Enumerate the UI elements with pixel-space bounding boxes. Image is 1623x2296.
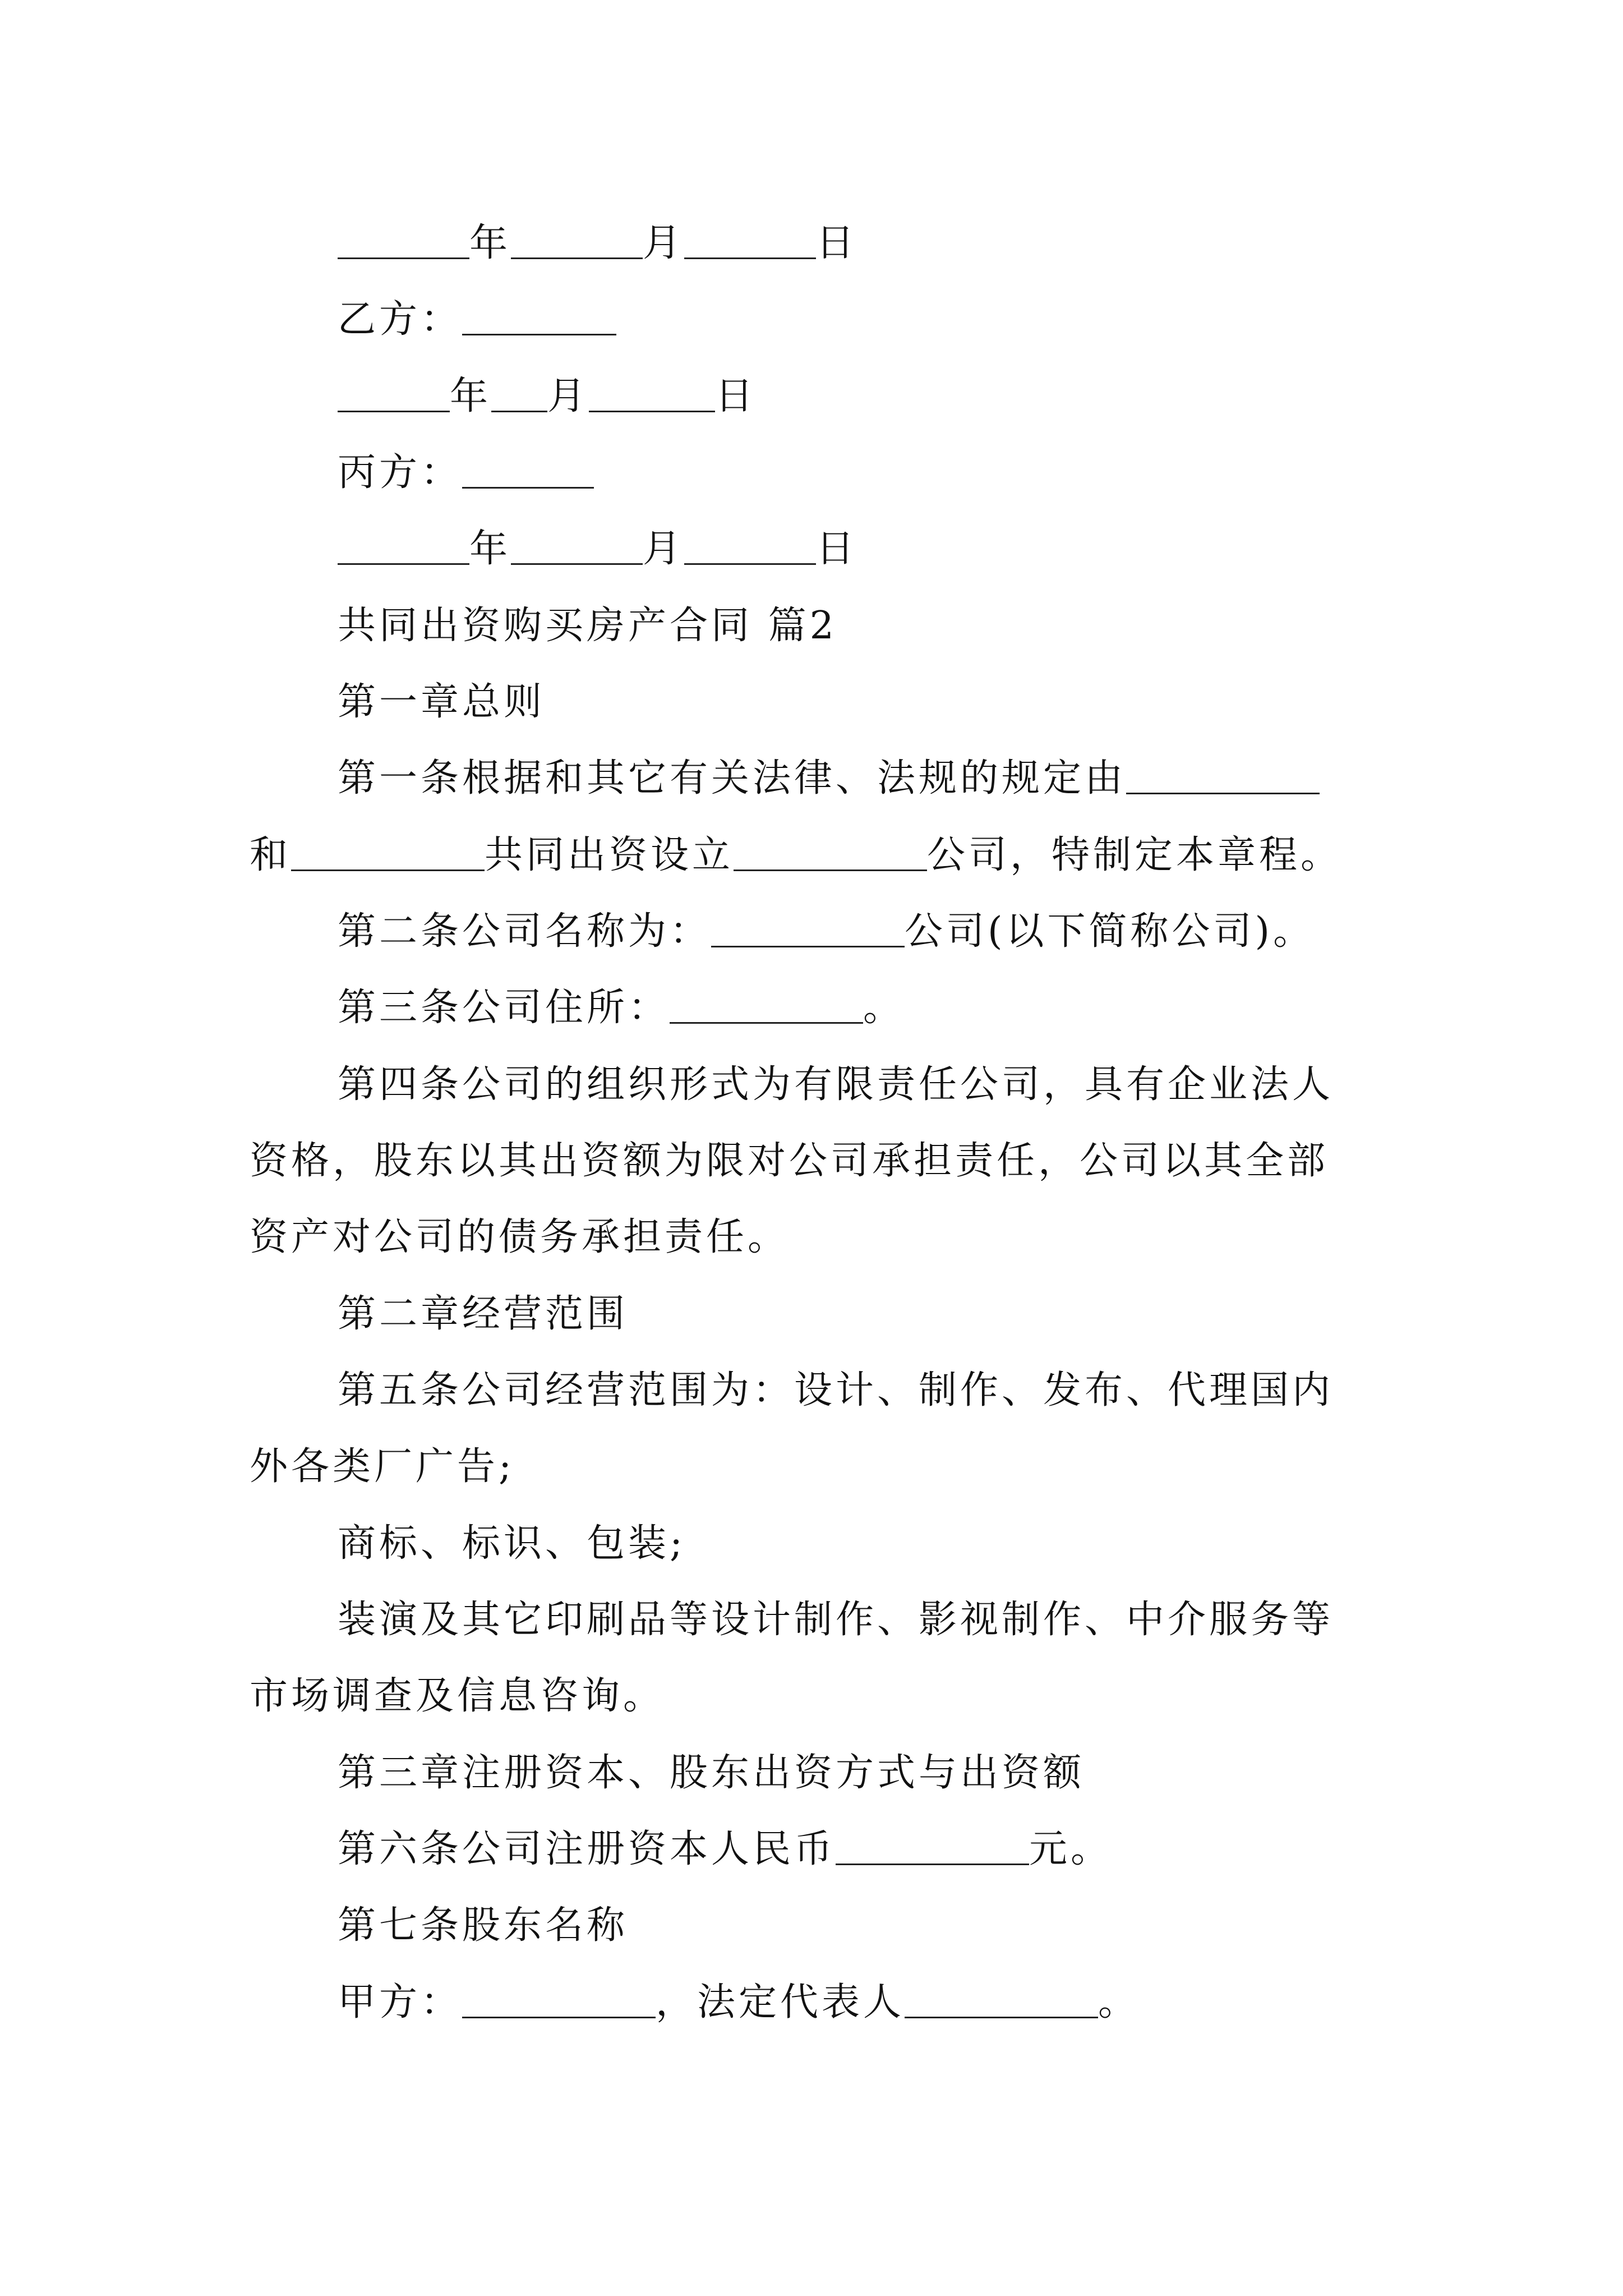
year-blank[interactable] — [338, 374, 450, 412]
article-6-line — [338, 1823, 1112, 1876]
month-label: 月 — [547, 374, 589, 418]
article-1-and: 和 — [250, 833, 292, 877]
company-address-blank[interactable] — [670, 985, 863, 1024]
scope-line-3: 市场调查及信息咨询。 — [250, 1674, 665, 1718]
scope-line-2: 装演及其它印刷品等设计制作、影视制作、中介服务等 — [338, 1598, 1334, 1642]
party-a-label: 甲方： — [338, 1980, 463, 2024]
article-2-text: 第二条公司名称为： — [338, 909, 712, 954]
scope-line-1: 商标、标识、包装; — [338, 1521, 686, 1566]
article-5-line-1: 第五条公司经营范围为：设计、制作、发布、代理国内 — [338, 1368, 1334, 1412]
article-1-line-2 — [250, 829, 1342, 882]
party-a-name-blank[interactable] — [462, 1980, 656, 2018]
party-c-line — [338, 446, 594, 500]
month-label: 月 — [643, 527, 685, 571]
article-2-line — [338, 905, 1315, 959]
article-2-end: 公司(以下简称公司)。 — [905, 909, 1315, 954]
party-b-label: 乙方： — [338, 297, 463, 342]
article-4-line-2: 资格，股东以其出资额为限对公司承担责任，公司以其全部 — [250, 1139, 1329, 1183]
day-label: 日 — [816, 527, 858, 571]
party-b-blank[interactable] — [462, 297, 616, 335]
year-blank[interactable] — [338, 526, 469, 565]
month-blank[interactable] — [511, 220, 643, 259]
legal-rep-blank[interactable] — [905, 1980, 1098, 2018]
year-label: 年 — [469, 527, 511, 571]
day-blank[interactable] — [589, 374, 715, 412]
article-7-title: 第七条股东名称 — [338, 1903, 629, 1948]
article-1-line-1 — [338, 752, 1320, 806]
contract-heading: 共同出资购买房产合同 篇2 — [338, 604, 837, 648]
article-1-mid: 共同出资设立 — [485, 833, 734, 877]
signature-date-line-c — [338, 522, 857, 576]
chapter-3-title: 第三章注册资本、股东出资方式与出资额 — [338, 1751, 1085, 1795]
month-blank[interactable] — [491, 374, 547, 412]
article-3-text: 第三条公司住所： — [338, 986, 670, 1030]
year-label: 年 — [469, 221, 511, 265]
month-label: 月 — [643, 221, 685, 265]
legal-rep-label: ，法定代表人 — [656, 1980, 905, 2024]
article-6-end: 元。 — [1029, 1827, 1113, 1871]
chapter-2-title: 第二章经营范围 — [338, 1292, 629, 1336]
year-label: 年 — [450, 374, 492, 418]
company-name-blank[interactable] — [734, 832, 927, 871]
article-1-text: 第一条根据和其它有关法律、法规的规定由 — [338, 756, 1127, 800]
party-a-line — [338, 1976, 1140, 2030]
chapter-1-title: 第一章总则 — [338, 680, 546, 724]
founder-a-blank[interactable] — [1126, 756, 1320, 794]
company-name-blank[interactable] — [711, 909, 905, 947]
founder-b-blank[interactable] — [291, 832, 485, 871]
party-c-blank[interactable] — [462, 450, 594, 489]
article-1-end: 公司，特制定本章程。 — [927, 833, 1343, 877]
day-label: 日 — [816, 221, 858, 265]
party-c-label: 丙方： — [338, 450, 463, 495]
party-b-line — [338, 293, 616, 347]
article-5-line-2: 外各类厂广告; — [250, 1444, 515, 1489]
day-blank[interactable] — [684, 526, 816, 565]
article-4-line-3: 资产对公司的债务承担责任。 — [250, 1215, 790, 1259]
article-4-line-1: 第四条公司的组织形式为有限责任公司，具有企业法人 — [338, 1062, 1334, 1107]
registered-capital-blank[interactable] — [836, 1826, 1029, 1865]
day-label: 日 — [715, 374, 757, 418]
signature-date-line-b — [338, 370, 757, 424]
party-a-end: 。 — [1098, 1980, 1140, 2024]
article-3-end: 。 — [863, 986, 905, 1030]
year-blank[interactable] — [338, 220, 469, 259]
article-3-line — [338, 981, 905, 1035]
day-blank[interactable] — [684, 220, 816, 259]
signature-date-line-a — [338, 217, 857, 270]
article-6-text: 第六条公司注册资本人民币 — [338, 1827, 836, 1871]
month-blank[interactable] — [511, 526, 643, 565]
